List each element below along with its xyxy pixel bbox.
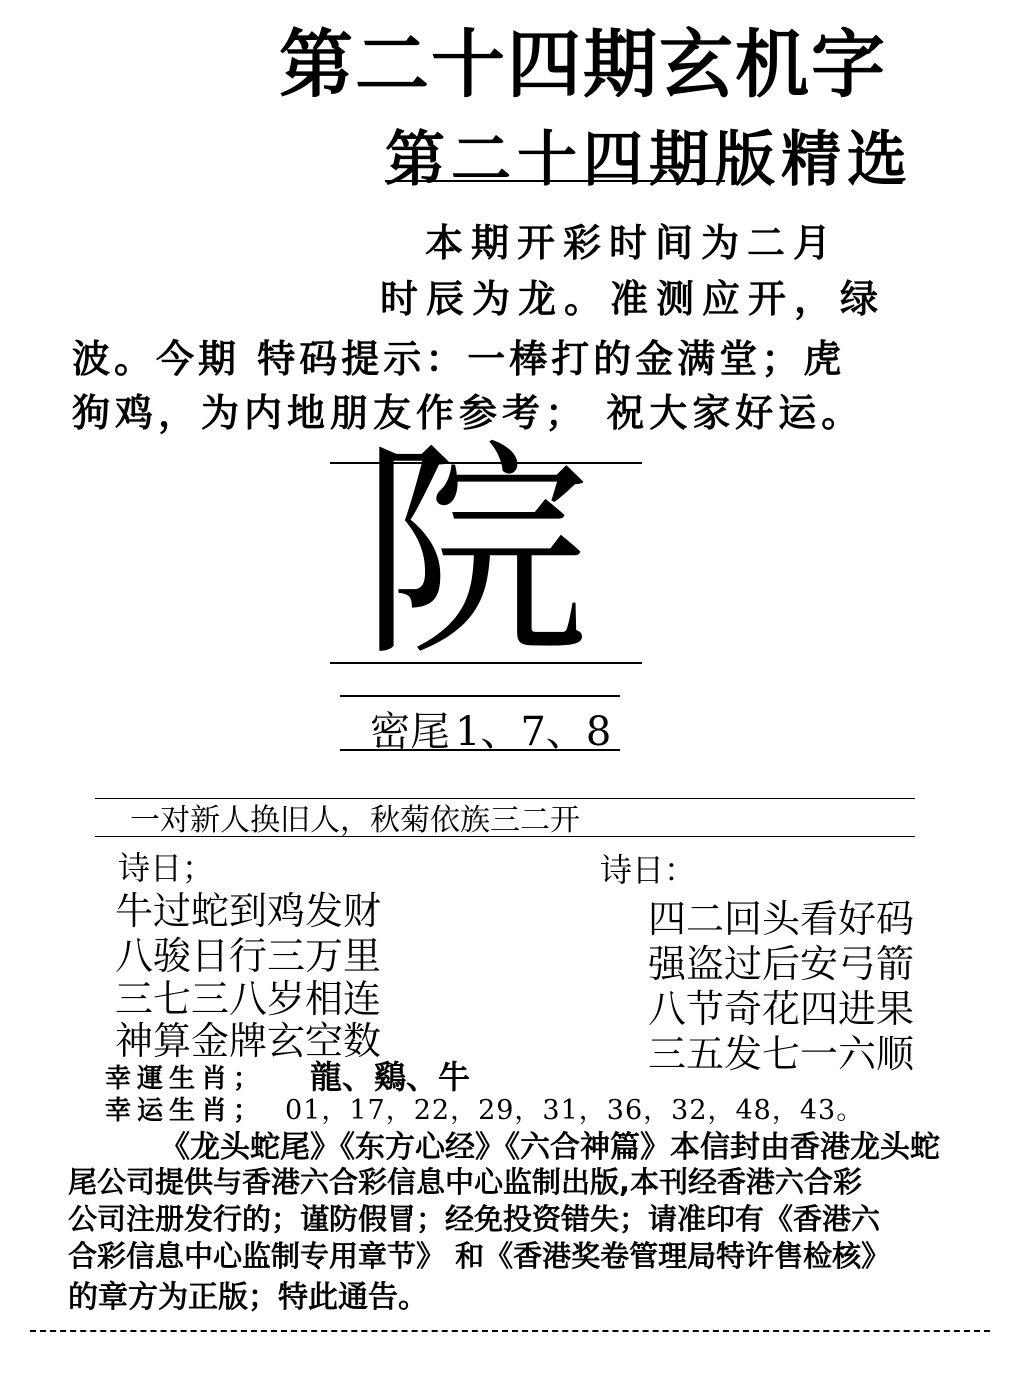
riddle-character: 院 [360,421,591,688]
tail-value: 1、7、8 [455,709,612,755]
notice-line-2: 尾公司提供与香港六合彩信息中心监制出版,本刊经香港六合彩 [68,1165,863,1199]
lucky-numbers-label: 幸运生肖； [105,1096,266,1126]
poem-left-line-1: 牛过蛇到鸡发财 [115,889,382,933]
notice-line-4: 合彩信息中心监制专用章节》 和《香港奖卷管理局特许售检核》 [68,1239,891,1273]
page-subtitle: 第二十四期版精选 [385,125,913,195]
intro-line-1: 本期开彩时间为二月 [425,220,840,265]
proverb: 一对新人换旧人，秋菊依族三二开 [130,803,580,838]
intro-line-4: 狗鸡，为内地朋友作参考； 祝大家好运。 [72,390,865,435]
poem-right-line-1: 四二回头看好码 [648,897,915,941]
subtitle-underline [385,180,725,182]
intro-line-2: 时辰为龙。准测应开，绿 [380,276,887,321]
notice-line-3: 公司注册发行的；谨防假冒；经免投资错失；请准印有《香港六 [68,1202,881,1236]
lucky-zodiac-value: 龍、鷄、牛 [310,1058,471,1096]
poem-right-line-2: 强盗过后安弓箭 [648,942,915,986]
notice-line-1: 《龙头蛇尾》《东方心经》《六合神篇》本信封由香港龙头蛇 [160,1130,940,1165]
poem-right-heading: 诗日： [600,851,697,889]
bottom-dashed-rule [30,1330,990,1332]
poem-right-line-3: 八节奇花四进果 [648,987,915,1031]
intro-line-3: 波。今期 特码提示：一棒打的金满堂；虎 [72,336,846,381]
proverb-line-bottom [95,836,915,837]
lucky-numbers-value: 01，17，22，29，31，36，32，48，43。 [285,1095,865,1126]
notice-line-5: 的章方为正版；特此通告。 [68,1280,428,1315]
lucky-zodiac-label: 幸運生肖； [105,1064,266,1094]
poem-left-heading: 诗日； [118,849,215,887]
poem-left-line-4: 神算金牌玄空数 [115,1019,382,1063]
tail-label: 密尾 [370,709,450,755]
poem-right-line-4: 三五发七一六顺 [648,1032,915,1076]
poem-left-line-3: 三七三八岁相连 [115,977,382,1021]
divider-bottom [330,662,642,664]
poem-left-line-2: 八骏日行三万里 [115,934,382,978]
page-title: 第二十四期玄机字 [279,22,887,108]
